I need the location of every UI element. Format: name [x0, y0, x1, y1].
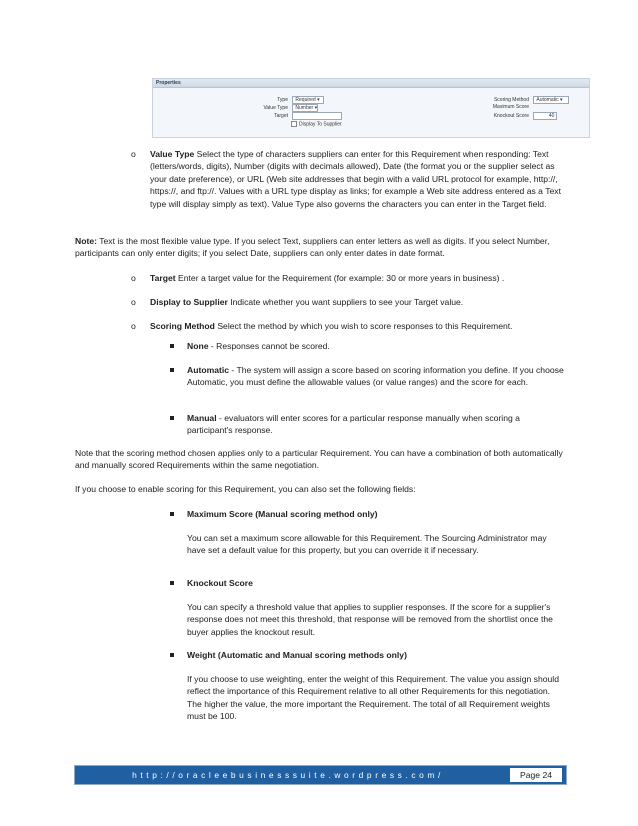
maximum-score-heading: Maximum Score (Manual scoring method only) — [187, 509, 378, 519]
weight-text: If you choose to use weighting, enter the weight of this Requirement. The value you assign should reflect the importance of this Requirement relative to all other Requirements for this negotiation. The higher the value, the more important the Requirement. The total of all Requirement weights must be 100. — [187, 674, 559, 722]
type-row: Type Required ▾ — [248, 96, 324, 104]
properties-panel-screenshot — [152, 78, 590, 138]
knockout-score-heading: Knockout Score — [187, 578, 253, 588]
square-bullet — [170, 653, 174, 657]
list-bullet: o — [131, 321, 136, 331]
list-bullet: o — [131, 273, 136, 283]
list-bullet: o — [131, 149, 136, 159]
value-type-select[interactable]: Number ▾ — [292, 104, 318, 112]
square-bullet — [170, 416, 174, 420]
knockout-score-row: Knockout Score 40 — [489, 112, 557, 120]
scoring-method-select[interactable]: Automatic ▾ — [533, 96, 569, 104]
target-item: Target Enter a target value for the Requirement (for example: 30 or more years in business) . — [150, 273, 505, 283]
weight-heading: Weight (Automatic and Manual scoring methods only) — [187, 650, 407, 660]
target-row: Target — [248, 112, 342, 120]
footer-url-link[interactable]: http://oracleebusinesssuite.wordpress.com/ — [132, 770, 444, 780]
chevron-down-icon: ▾ — [314, 105, 318, 111]
manual-item: Manual - evaluators will enter scores for a particular response manually when scoring a participant's response. — [187, 413, 520, 436]
value-type-item: Value Type Select the type of characters suppliers can enter for this Requirement when responding: Text (letters/words, digits), Number (digits with decimals allowed), Date (the format you or the supplier select as your date preference), or URL (Web site addresses that begin with a valid URL protocol for example, http://, https://, and ftp://. Values with a URL type display as links; for example a Web site address entered as a Text type will display simply as text). Value Type also governs the characters you can enter in the Target field. — [150, 149, 561, 209]
display-to-supplier-row: Display To Supplier — [291, 121, 342, 127]
square-bullet — [170, 344, 174, 348]
scoring-method-row: Scoring Method Automatic ▾ — [489, 96, 569, 104]
list-bullet: o — [131, 297, 136, 307]
display-to-supplier-item: Display to Supplier Indicate whether you want suppliers to see your Target value. — [150, 297, 464, 307]
page-footer — [74, 765, 567, 785]
scoring-note-paragraph: Note that the scoring method chosen applies only to a particular Requirement. You can have a combination of both automatically and manually scored Requirements within the same negotiation. — [75, 448, 563, 471]
page-number: Page 24 — [510, 768, 562, 782]
square-bullet — [170, 581, 174, 585]
maximum-score-row: Maximum Score — [492, 104, 529, 110]
note-paragraph: Note: Text is the most flexible value type. If you select Text, suppliers can enter letters as well as digits. If you select Number, participants can only enter digits; if you select Date, suppliers can only enter dates in date format. — [75, 236, 550, 259]
none-item: None - Responses cannot be scored. — [187, 341, 330, 351]
type-select[interactable]: Required ▾ — [292, 96, 324, 104]
knockout-score-input[interactable]: 40 — [533, 112, 557, 120]
chevron-down-icon: ▾ — [317, 97, 320, 103]
properties-panel-header: Properties — [153, 79, 589, 88]
square-bullet — [170, 368, 174, 372]
maximum-score-text: You can set a maximum score allowable for this Requirement. The Sourcing Administrator may have set a default value for this property, but you can override it if necessary. — [187, 533, 547, 556]
automatic-item: Automatic - The system will assign a score based on scoring information you define. If you choose Automatic, you must define the allowable values (or value ranges) and the score for each. — [187, 365, 564, 388]
scoring-method-item: Scoring Method Select the method by which you wish to score responses to this Requirement. — [150, 321, 513, 331]
chevron-down-icon: ▾ — [560, 97, 563, 103]
knockout-score-text: You can specify a threshold value that applies to supplier responses. If the score for a supplier's response does not meet this threshold, that response will be removed from the shortlist once the buyer applies the knockout result. — [187, 602, 553, 637]
enable-scoring-paragraph: If you choose to enable scoring for this Requirement, you can also set the following fields: — [75, 484, 416, 494]
target-input[interactable] — [292, 112, 342, 120]
value-type-row: Value Type Number ▾ — [263, 105, 318, 112]
square-bullet — [170, 512, 174, 516]
display-to-supplier-checkbox[interactable] — [291, 121, 297, 127]
